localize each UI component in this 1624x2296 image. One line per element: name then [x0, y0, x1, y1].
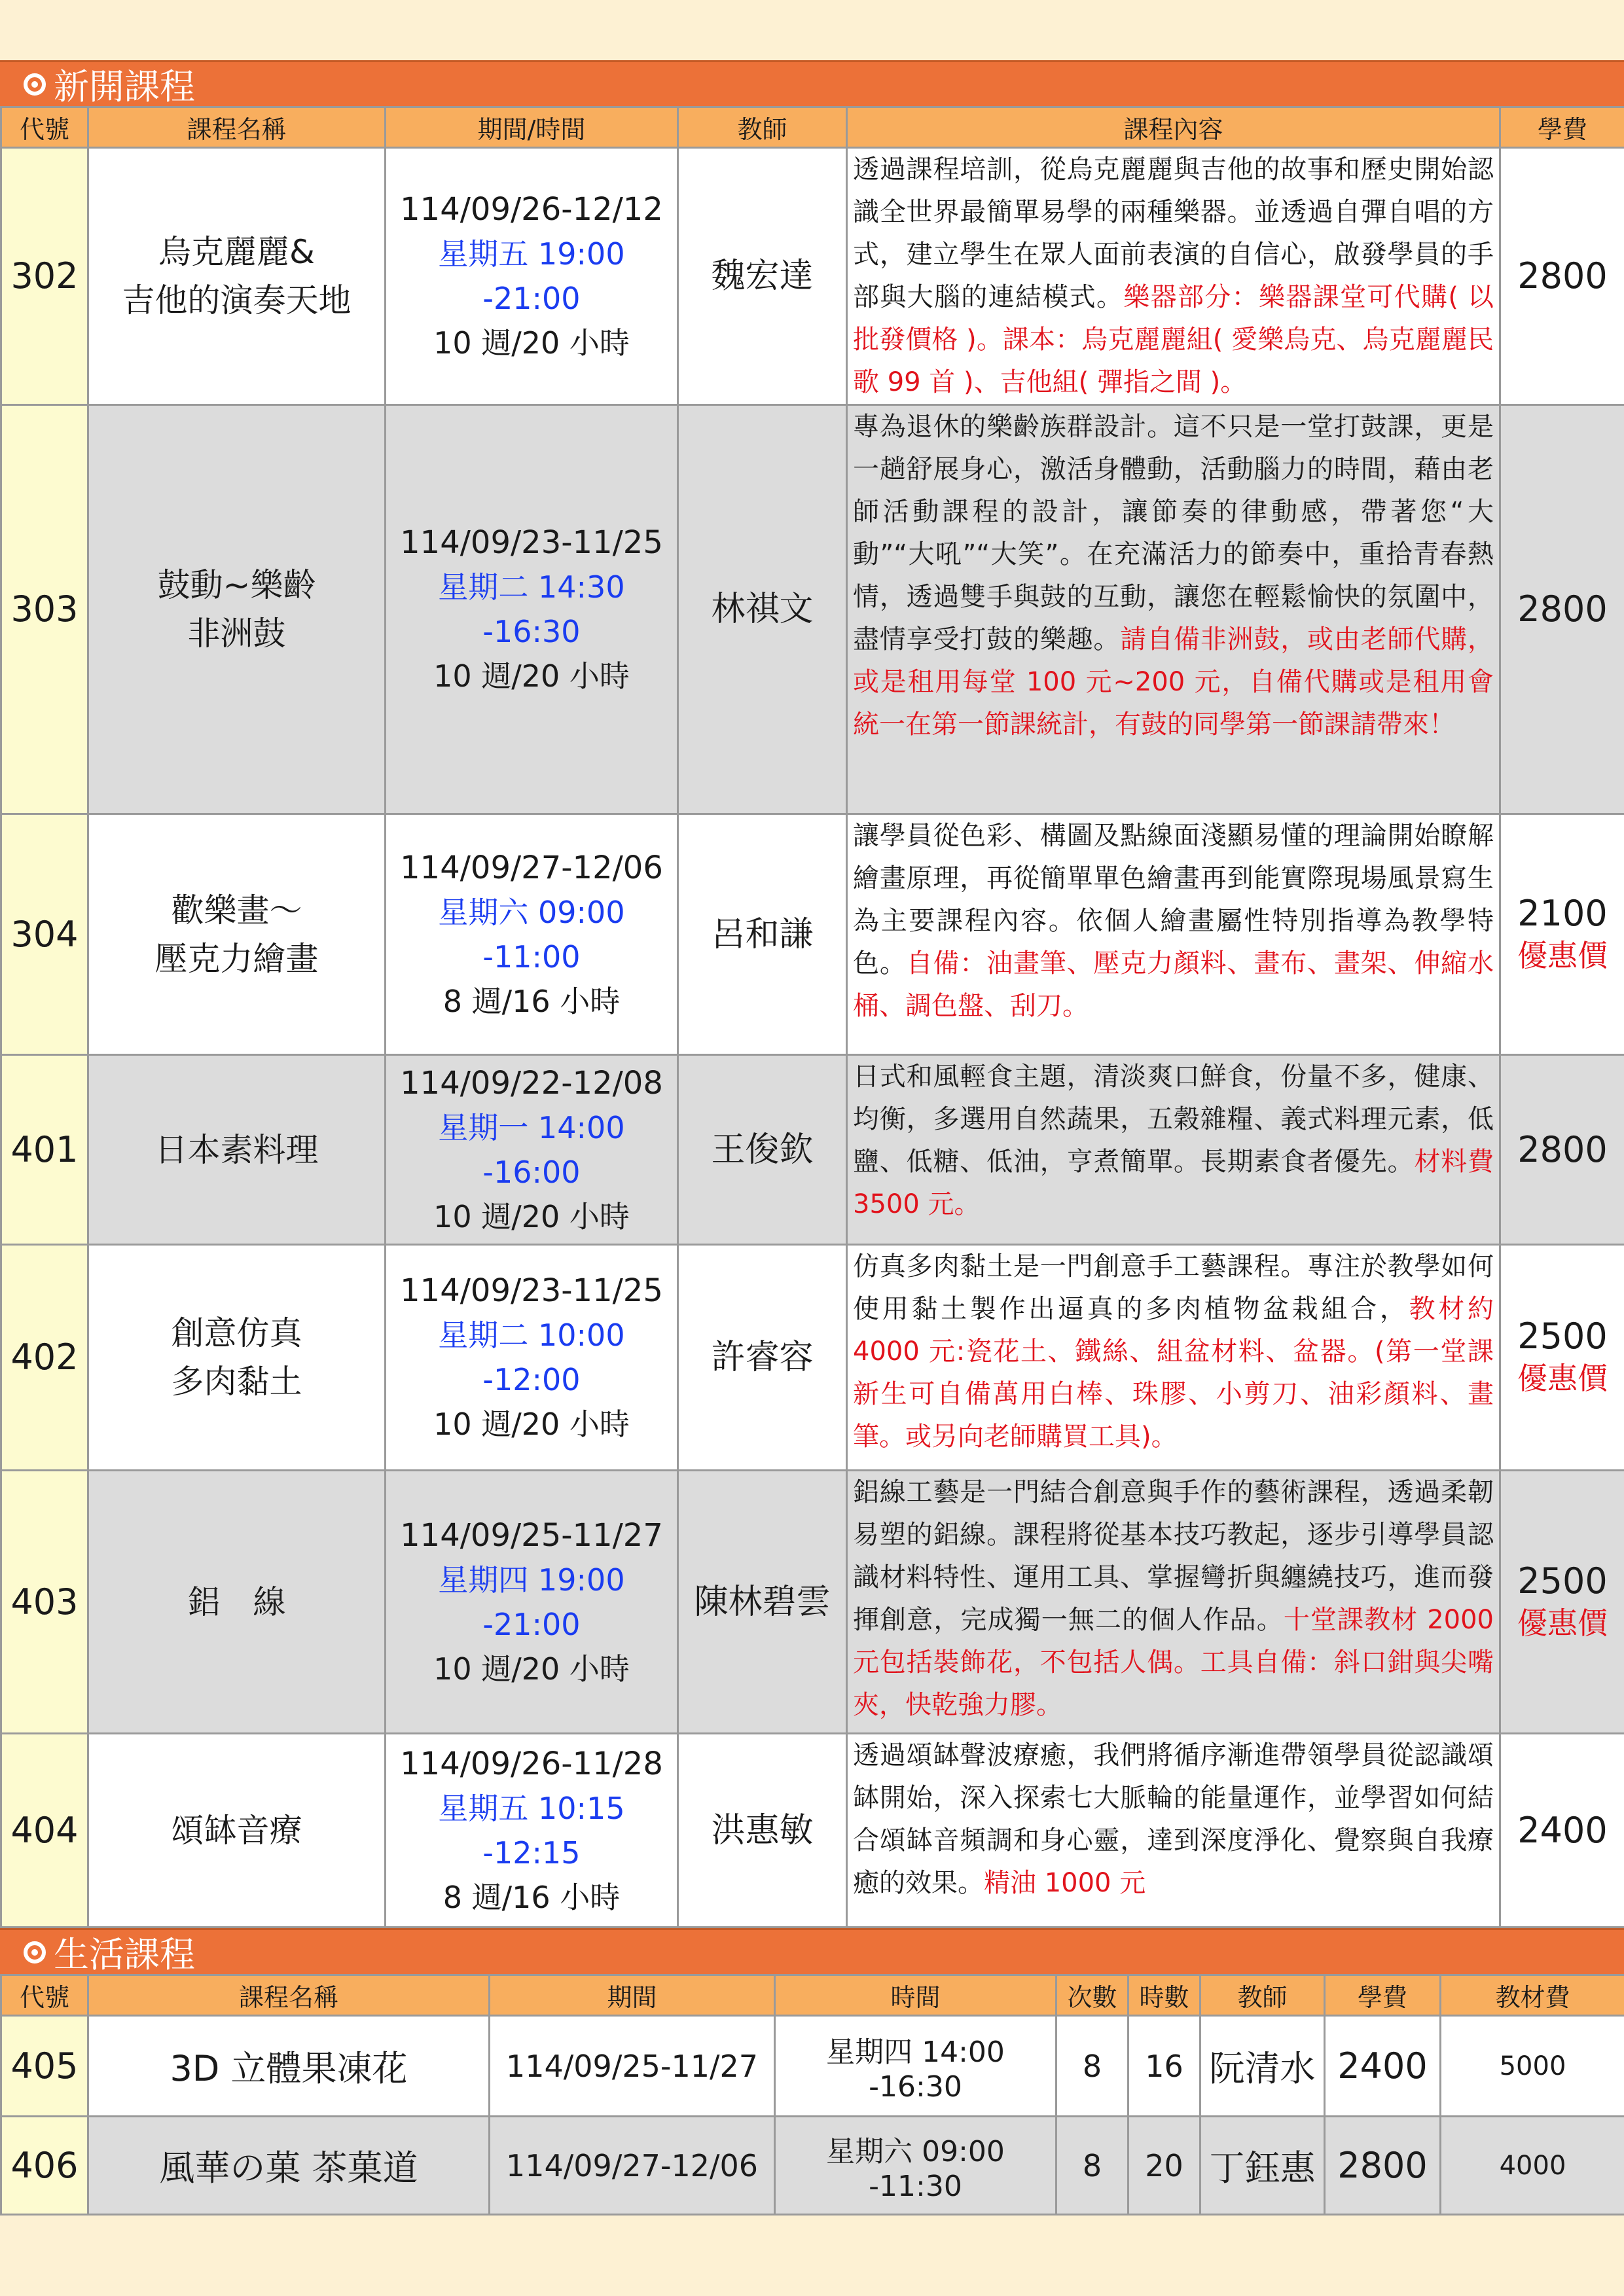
- course-name-line: 鼓動~樂齡: [157, 566, 316, 604]
- fee-amount: 2800: [1517, 255, 1608, 296]
- course-description: [847, 1055, 1500, 1245]
- course-name-line: 頌缽音療: [171, 1811, 302, 1850]
- course-hours: 10 週/20 小時: [433, 658, 630, 694]
- course-dates: 114/09/25-11/27: [400, 1516, 663, 1554]
- table-header-row: [1, 1975, 1624, 2016]
- course-period: [386, 1471, 678, 1734]
- course-fee: [1500, 148, 1624, 405]
- table-row: [1, 1471, 1624, 1734]
- course-code: 303: [1, 405, 88, 814]
- description-note: 教材約 4000 元:瓷花土、鐵絲、組盆材料、盆器。(第一堂課新生可自備萬用白棒、珠膠、小剪刀、油彩顏料、畫筆。或另向老師購買工具)。: [853, 1294, 1494, 1452]
- course-weekday-time: 星期六 09:00 -11:00: [438, 894, 625, 975]
- column-header: 課程名稱: [88, 107, 386, 148]
- description-text: 仿真多肉黏土是一門創意手工藝課程。專注於教學如何使用黏土製作出逼真的多肉植物盆栽組合，: [853, 1251, 1494, 1324]
- course-teacher: 洪惠敏: [678, 1734, 847, 1928]
- course-description: [847, 1245, 1500, 1471]
- course-name-line: 吉他的演奏天地: [122, 281, 352, 319]
- course-teacher: 王俊欽: [678, 1055, 847, 1245]
- discount-label: 優惠價: [1517, 1361, 1608, 1396]
- discount-label: 優惠價: [1517, 937, 1608, 973]
- course-fee: 2400: [1325, 2016, 1441, 2117]
- column-header: 期間/時間: [386, 107, 678, 148]
- course-hours: 10 週/20 小時: [433, 1407, 630, 1442]
- course-period: [386, 814, 678, 1055]
- table-row: [1, 1055, 1624, 1245]
- column-header: 時間: [775, 1975, 1056, 2016]
- description-note: 十堂課教材 2000 元包括裝飾花，不包括人偶。工具自備：斜口鉗與尖嘴夾，快乾強力膠。: [853, 1605, 1494, 1720]
- course-teacher: 陳林碧雲: [678, 1471, 847, 1734]
- bullseye-icon: [24, 1941, 46, 1964]
- course-weekday-time: 星期二 14:30 -16:30: [438, 569, 625, 649]
- course-code: 304: [1, 814, 88, 1055]
- description-text: 日式和風輕食主題，清淡爽口鮮食，份量不多，健康、均衡，多選用自然蔬果，五穀雜糧、義式料理元素，低鹽、低糖、低油，亨煮簡單。長期素食者優先。: [853, 1062, 1494, 1177]
- course-name: [88, 405, 386, 814]
- course-teacher: 魏宏達: [678, 148, 847, 405]
- course-fee: [1500, 814, 1624, 1055]
- course-name-line: 多肉黏土: [171, 1363, 302, 1401]
- life-courses-table: [0, 1974, 1624, 2215]
- course-period: [386, 1245, 678, 1471]
- course-name-line: 非洲鼓: [187, 615, 286, 653]
- column-header: 學費: [1500, 107, 1624, 148]
- material-fee: 4000: [1441, 2117, 1624, 2215]
- table-header-row: [1, 107, 1624, 148]
- section-title: 新開課程: [54, 66, 195, 107]
- section-header-new-courses: [0, 60, 1624, 106]
- course-description: [847, 1471, 1500, 1734]
- fee-amount: 2500: [1517, 1316, 1608, 1357]
- course-hours: 16: [1128, 2016, 1200, 2117]
- course-sessions: 8: [1056, 2016, 1128, 2117]
- course-dates: 114/09/22-12/08: [400, 1064, 663, 1102]
- course-fee: [1500, 1734, 1624, 1928]
- course-period: 114/09/25-11/27: [490, 2016, 775, 2117]
- fee-amount: 2100: [1517, 892, 1608, 934]
- column-header: 時數: [1128, 1975, 1200, 2016]
- table-row: [1, 405, 1624, 814]
- course-catalog: [0, 60, 1624, 2215]
- course-name: [88, 148, 386, 405]
- course-period: [386, 1055, 678, 1245]
- course-teacher: 呂和謙: [678, 814, 847, 1055]
- new-courses-table: [0, 106, 1624, 1928]
- course-weekday-time: 星期一 14:00 -16:00: [438, 1109, 625, 1190]
- description-text: 專為退休的樂齡族群設計。這不只是一堂打鼓課，更是一趟舒展身心，激活身體動，活動腦力的時間，藉由老師活動課程的設計，讓節奏的律動感，帶著您“大動”“大吼”“大笑”。在充滿活力的節奏中，重拾青春熱情，透過雙手與鼓的互動，讓您在輕鬆愉快的氛圍中，盡情享受打鼓的樂趣。: [853, 412, 1494, 655]
- course-name-line: 歡樂畫～: [171, 891, 302, 929]
- course-period: [386, 1734, 678, 1928]
- course-fee: 2800: [1325, 2117, 1441, 2215]
- table-row: [1, 814, 1624, 1055]
- course-time: 星期四 14:00 -16:30: [775, 2016, 1056, 2117]
- column-header: 教師: [678, 107, 847, 148]
- course-hours: 10 週/20 小時: [433, 1198, 630, 1234]
- course-dates: 114/09/26-12/12: [400, 191, 663, 228]
- course-name: [88, 1471, 386, 1734]
- course-teacher: 林祺文: [678, 405, 847, 814]
- column-header: 課程名稱: [88, 1975, 490, 2016]
- course-period: 114/09/27-12/06: [490, 2117, 775, 2215]
- section-header-life-courses: [0, 1928, 1624, 1974]
- course-name-line: 創意仿真: [171, 1314, 302, 1352]
- course-code: 401: [1, 1055, 88, 1245]
- course-hours: 10 週/20 小時: [433, 1651, 630, 1687]
- bullseye-icon: [24, 73, 46, 96]
- course-fee: [1500, 405, 1624, 814]
- course-weekday-time: 星期五 10:15 -12:15: [438, 1790, 625, 1871]
- course-dates: 114/09/23-11/25: [400, 1272, 663, 1309]
- course-name-line: 日本素料理: [154, 1130, 319, 1169]
- course-hours: 8 週/16 小時: [442, 1879, 621, 1915]
- course-code: 405: [1, 2016, 88, 2117]
- course-teacher: 許睿容: [678, 1245, 847, 1471]
- course-weekday-time: 星期四 19:00 -21:00: [438, 1562, 625, 1642]
- course-name: [88, 814, 386, 1055]
- course-code: 403: [1, 1471, 88, 1734]
- course-name-line: 壓克力繪畫: [154, 939, 319, 978]
- table-row: [1, 2117, 1624, 2215]
- course-name: 風華の菓 茶菓道: [88, 2117, 490, 2215]
- column-header: 次數: [1056, 1975, 1128, 2016]
- course-teacher: 阮清水: [1200, 2016, 1325, 2117]
- column-header: 教師: [1200, 1975, 1325, 2016]
- column-header: 期間: [490, 1975, 775, 2016]
- description-text: 透過課程培訓，從烏克麗麗與吉他的故事和歷史開始認識全世界最簡單易學的兩種樂器。並透過自彈自唱的方式，建立學生在眾人面前表演的自信心，啟發學員的手部與大腦的連結模式。: [853, 154, 1494, 312]
- course-code: 302: [1, 148, 88, 405]
- column-header: 教材費: [1441, 1975, 1624, 2016]
- course-hours: 8 週/16 小時: [442, 983, 621, 1019]
- table-row: [1, 1245, 1624, 1471]
- fee-amount: 2500: [1517, 1560, 1608, 1602]
- course-weekday-time: 星期五 19:00 -21:00: [438, 236, 625, 316]
- course-description: [847, 814, 1500, 1055]
- course-name-line: 烏克麗麗&: [158, 233, 315, 271]
- material-fee: 5000: [1441, 2016, 1624, 2117]
- course-period: [386, 148, 678, 405]
- course-hours: 20: [1128, 2117, 1200, 2215]
- description-note: 請自備非洲鼓，或由老師代購，或是租用每堂 100 元~200 元，自備代購或是租用會統一在第一節課統計，有鼓的同學第一節課請帶來！: [853, 624, 1494, 740]
- course-hours: 10 週/20 小時: [433, 325, 630, 361]
- course-name-line: 鋁 線: [187, 1583, 286, 1621]
- description-note: 材料費 3500 元。: [853, 1147, 1494, 1219]
- course-period: [386, 405, 678, 814]
- discount-label: 優惠價: [1517, 1605, 1608, 1641]
- course-name: [88, 1055, 386, 1245]
- course-name: [88, 1734, 386, 1928]
- course-code: 404: [1, 1734, 88, 1928]
- course-weekday-time: 星期二 10:00 -12:00: [438, 1318, 625, 1397]
- description-text: 鋁線工藝是一門結合創意與手作的藝術課程，透過柔韌易塑的鋁線。課程將從基本技巧教起，逐步引導學員認識材料特性、運用工具、掌握彎折與纏繞技巧，進而發揮創意，完成獨一無二的個人作品。: [853, 1477, 1494, 1635]
- course-dates: 114/09/27-12/06: [400, 849, 663, 886]
- column-header: 學費: [1325, 1975, 1441, 2016]
- column-header: 課程內容: [847, 107, 1500, 148]
- table-row: [1, 1734, 1624, 1928]
- fee-amount: 2800: [1517, 588, 1608, 630]
- course-dates: 114/09/26-11/28: [400, 1745, 663, 1782]
- course-teacher: 丁鈺惠: [1200, 2117, 1325, 2215]
- description-note: 精油 1000 元: [984, 1868, 1146, 1898]
- course-sessions: 8: [1056, 2117, 1128, 2215]
- description-text: 讓學員從色彩、構圖及點線面淺顯易懂的理論開始瞭解繪畫原理，再從簡單單色繪畫再到能實際現場風景寫生為主要課程內容。依個人繪畫屬性特別指導為教學特色。: [853, 821, 1494, 978]
- course-fee: [1500, 1055, 1624, 1245]
- section-title: 生活課程: [54, 1934, 195, 1975]
- course-fee: [1500, 1245, 1624, 1471]
- fee-amount: 2400: [1517, 1809, 1608, 1851]
- course-fee: [1500, 1471, 1624, 1734]
- column-header: 代號: [1, 107, 88, 148]
- table-row: [1, 2016, 1624, 2117]
- description-text: 透過頌缽聲波療癒，我們將循序漸進帶領學員從認識頌缽開始，深入探索七大脈輪的能量運作，並學習如何結合頌缽音頻調和身心靈，達到深度淨化、覺察與自我療癒的效果。: [853, 1740, 1494, 1898]
- course-description: [847, 405, 1500, 814]
- course-time: 星期六 09:00 -11:30: [775, 2117, 1056, 2215]
- course-name: 3D 立體果凍花: [88, 2016, 490, 2117]
- table-row: [1, 148, 1624, 405]
- course-code: 406: [1, 2117, 88, 2215]
- course-name: [88, 1245, 386, 1471]
- fee-amount: 2800: [1517, 1128, 1608, 1170]
- column-header: 代號: [1, 1975, 88, 2016]
- course-description: [847, 1734, 1500, 1928]
- description-note: 樂器部分：樂器課堂可代購( 以批發價格 )。課本：烏克麗麗組( 愛樂烏克、烏克麗麗民歌 99 首 )、吉他組( 彈指之間 )。: [853, 282, 1494, 397]
- course-dates: 114/09/23-11/25: [400, 524, 663, 561]
- description-note: 自備：油畫筆、壓克力顏料、畫布、畫架、伸縮水桶、調色盤、刮刀。: [853, 948, 1494, 1021]
- course-code: 402: [1, 1245, 88, 1471]
- course-description: [847, 148, 1500, 405]
